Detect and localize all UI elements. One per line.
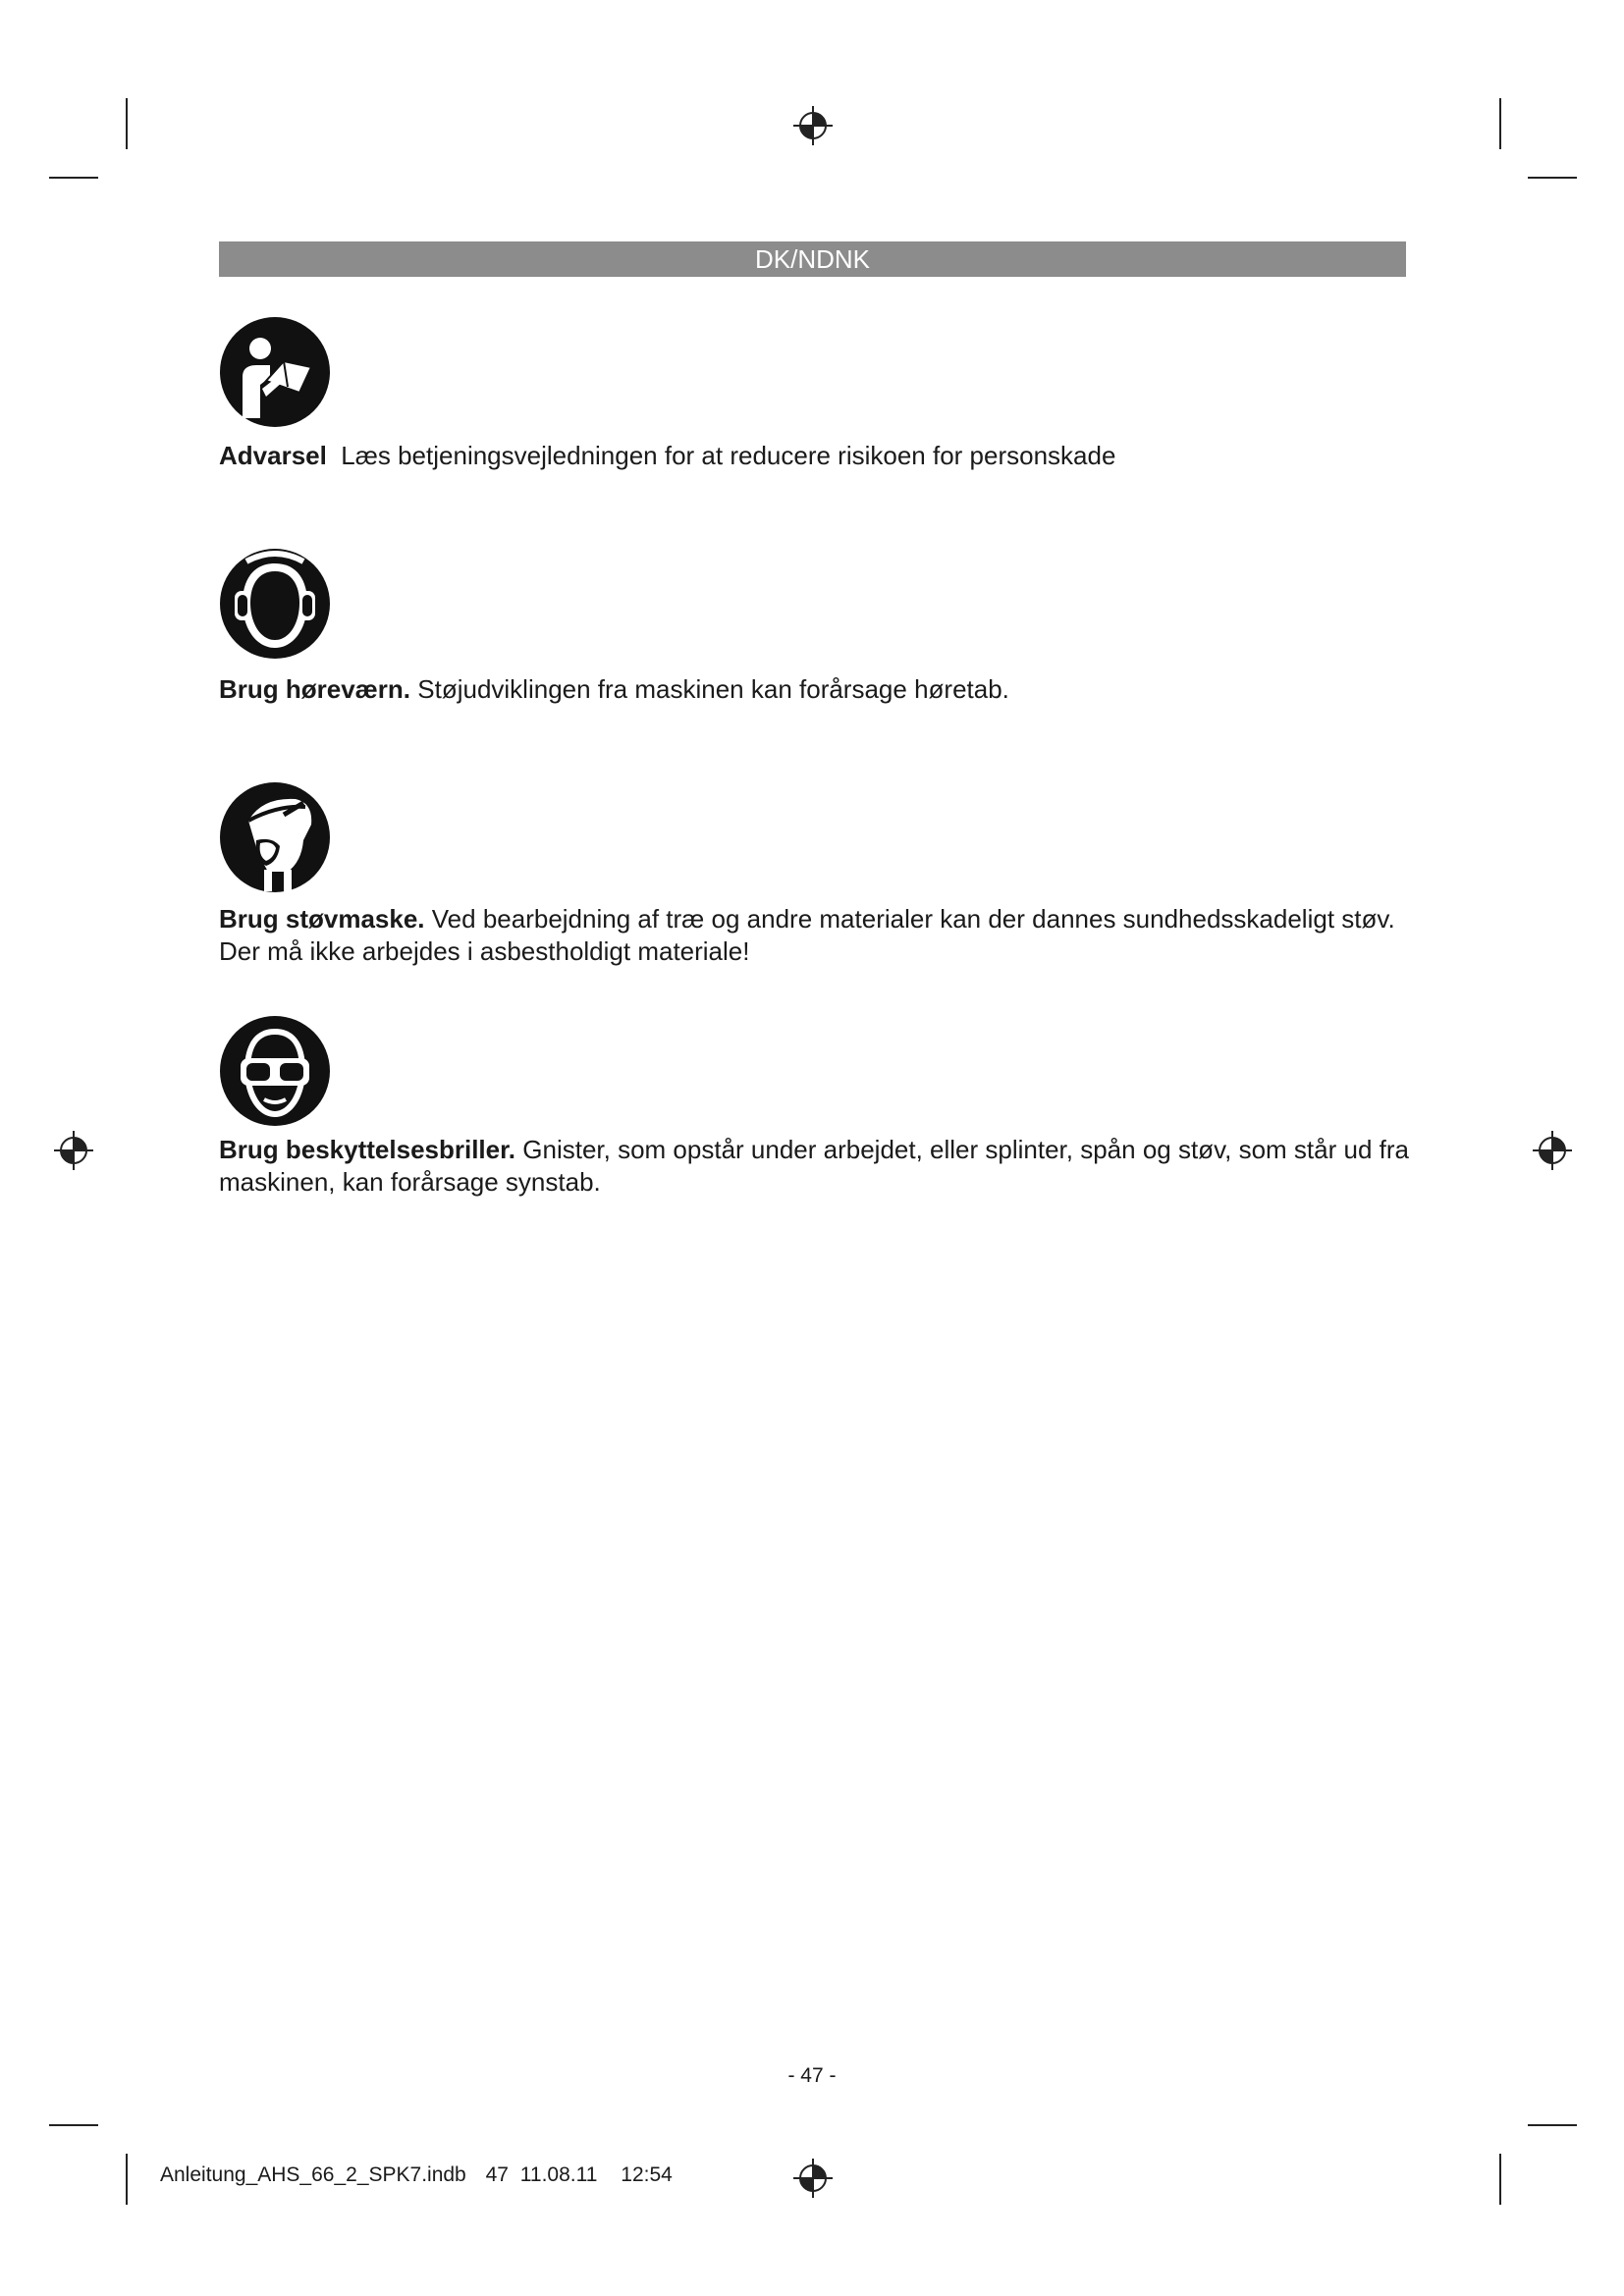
dust-mask-icon (219, 781, 331, 893)
crop-mark-bottom-left-vertical (126, 2154, 128, 2205)
crop-mark-top-left-horizontal (49, 177, 98, 179)
warning-ear-protection (219, 673, 1427, 706)
warning-text: Støjudviklingen fra maskinen kan forårsage høretab. (417, 674, 1009, 704)
crop-mark-bottom-left-horizontal (49, 2124, 98, 2126)
warning-title: Brug støvmaske. (219, 904, 425, 934)
crop-mark-bottom-right-vertical (1499, 2154, 1501, 2205)
warning-title: Advarsel (219, 441, 327, 470)
crop-mark-bottom-right-horizontal (1528, 2124, 1577, 2126)
warning-text: Læs betjeningsvejledningen for at reducere risikoen for personskade (341, 441, 1116, 470)
slug-date: 11.08.11 (519, 2163, 598, 2186)
page-number: - 47 - (787, 2064, 837, 2087)
read-manual-icon (219, 316, 331, 428)
slug-time: 12:54 (621, 2163, 673, 2186)
ear-protection-icon (219, 548, 331, 660)
warning-title: Brug beskyttelsesbriller. (219, 1135, 516, 1164)
registration-mark-icon (791, 2157, 835, 2200)
warning-text: Ved bearbejdning af træ og andre materialer kan der dannes sundhedsskadeligt støv. Der må ikke arbejdes i asbestholdigt materiale! (219, 904, 1395, 966)
safety-goggles-icon (219, 1015, 331, 1127)
warning-text: Gnister, som opstår under arbejdet, eller splinter, spån og støv, som står ud fra maskinen, kan forårsage synstab. (219, 1135, 1409, 1197)
warning-safety-goggles (219, 1134, 1427, 1199)
crop-mark-top-right-horizontal (1528, 177, 1577, 179)
warning-title: Brug høreværn. (219, 674, 411, 704)
registration-mark-icon (791, 104, 835, 147)
crop-mark-top-right-vertical (1499, 98, 1501, 149)
slug-file-page: 47 (485, 2163, 509, 2186)
registration-mark-icon (1531, 1129, 1574, 1172)
print-slug (160, 2163, 686, 2187)
registration-mark-icon (52, 1129, 95, 1172)
warning-dust-mask (219, 903, 1427, 968)
slug-file-name: Anleitung_AHS_66_2_SPK7.indb (160, 2163, 466, 2186)
crop-mark-top-left-vertical (126, 98, 128, 149)
warning-read-manual (219, 440, 1427, 472)
language-header-bar: DK/NDNK (219, 241, 1406, 277)
